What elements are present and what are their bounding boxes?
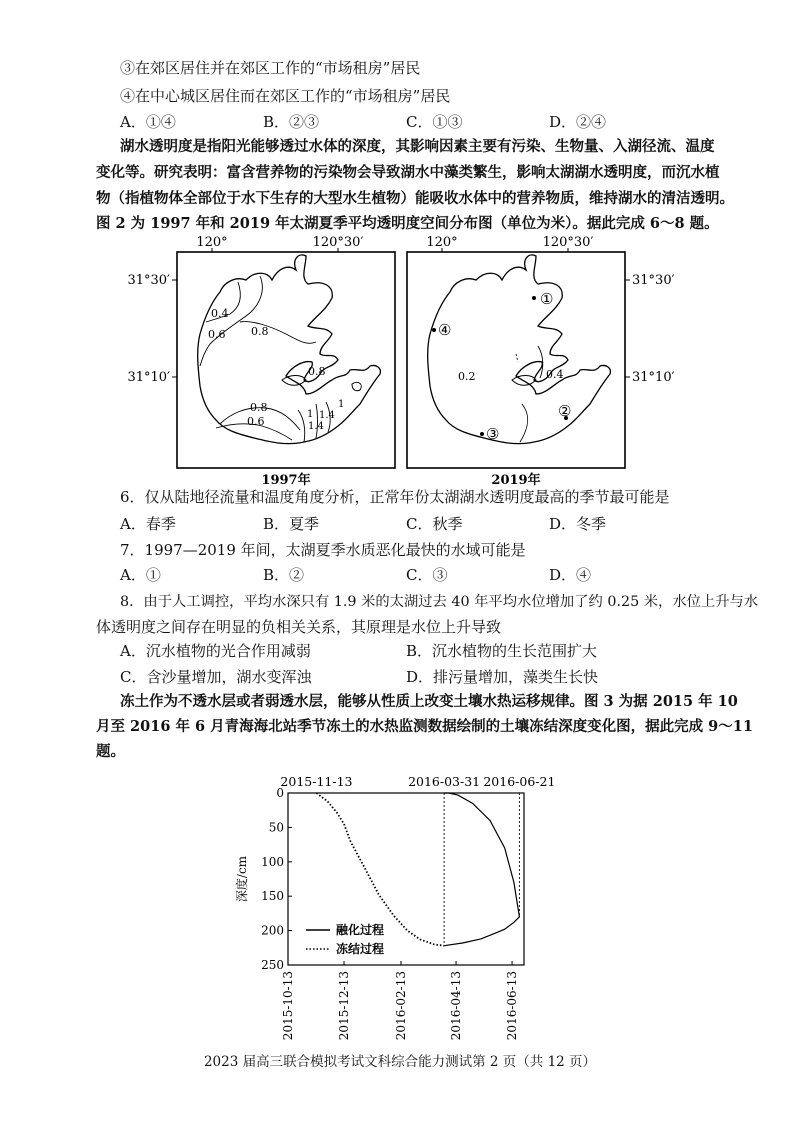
x-tick-label-2015-10-13: 2015-10-13 <box>281 971 295 1041</box>
q7-option-a: A．① <box>120 566 161 584</box>
q6-option-a: A．春季 <box>120 515 176 533</box>
top-label-2015-11-13: 2015-11-13 <box>280 774 353 789</box>
map-1997-lat1: 31°30′ <box>127 273 170 288</box>
top-label-2016-06-21: 2016-06-21 <box>483 774 556 789</box>
map-2019-lat2: 31°10′ <box>632 370 675 385</box>
label-1997-0.8c: 0.8 <box>250 401 268 414</box>
y-tick-label-50: 50 <box>268 820 284 835</box>
y-tick-label-200: 200 <box>261 923 284 938</box>
label-2019-0.4: 0.4 <box>546 368 564 381</box>
map-1997-frame <box>177 252 395 468</box>
marker-1: ① <box>540 290 554 308</box>
legend-freeze-label: 冻结过程 <box>336 942 385 956</box>
map-1997-lat2: 31°10′ <box>127 370 170 385</box>
q8-option-c: C．含沙量增加，湖水变浑浊 <box>120 668 312 686</box>
q5-item-4: ④在中心城区居住而在郊区工作的“市场租房”居民 <box>120 87 451 105</box>
label-1997-0.6b: 0.6 <box>247 415 265 428</box>
map-2019-frame <box>407 252 625 468</box>
q7-stem: 7．1997—2019 年间，太湖夏季水质恶化最快的水域可能是 <box>120 541 526 559</box>
q7-option-b: B．② <box>263 566 305 584</box>
map-1997 <box>127 235 395 488</box>
map-1997-lon1: 120° <box>196 235 228 250</box>
map-1997-lon2: 120°30′ <box>312 235 364 250</box>
top-label-2016-03-31: 2016-03-31 <box>408 774 481 789</box>
figure2-maps <box>120 234 680 490</box>
lake-outline-2019 <box>428 255 611 444</box>
q5-option-c: C．①③ <box>406 113 463 131</box>
top-date-labels <box>280 774 555 789</box>
map-2019 <box>407 235 675 488</box>
x-axis <box>281 961 519 1040</box>
q5-option-a: A．①④ <box>120 113 176 131</box>
q8-option-b: B．沉水植物的生长范围扩大 <box>406 642 598 660</box>
label-1997-1.4a: 1.4 <box>319 410 335 421</box>
passage1-line1: 湖水透明度是指阳光能够透过水体的深度，其影响因素主要有污染、生物量、入湖径流、温度 <box>120 138 715 155</box>
marker-3: ③ <box>486 425 500 443</box>
label-2019-0.2: 0.2 <box>458 370 476 383</box>
x-tick-label-2016-06-13: 2016-06-13 <box>505 971 520 1041</box>
q6-option-b: B．夏季 <box>263 515 320 533</box>
map-2019-caption: 2019年 <box>491 473 541 488</box>
q5-item-3: ③在郊区居住并在郊区工作的“市场租房”居民 <box>120 59 421 77</box>
q6-option-d: D．冬季 <box>549 515 607 533</box>
q8-option-d: D．排污量增加，藻类生长快 <box>406 668 599 686</box>
y-tick-label-250: 250 <box>261 958 284 972</box>
map-2019-lon1: 120° <box>426 235 458 250</box>
label-1997-0.4: 0.4 <box>211 307 229 320</box>
lake-outline-1997 <box>198 255 381 444</box>
y-axis <box>261 786 292 972</box>
label-1997-0.8a: 0.8 <box>251 325 269 338</box>
map-2019-lat1: 31°30′ <box>632 273 675 288</box>
passage1-line4: 图 2 为 1997 年和 2019 年太湖夏季平均透明度空间分布图（单位为米）。据此完成 6～8 题。 <box>96 215 719 232</box>
q5-option-d: D．②④ <box>549 113 607 131</box>
q5-option-b: B．②③ <box>263 113 320 131</box>
y-tick-label-0: 0 <box>276 786 284 800</box>
y-tick-label-100: 100 <box>261 854 284 869</box>
q8-stem-line1: 8．由于人工调控，平均水深只有 1.9 米的太湖过去 40 年平均水位增加了约 0.25 米，水位上升与水 <box>120 594 759 610</box>
x-tick-label-2016-02-13: 2016-02-13 <box>393 971 408 1041</box>
label-1997-0.8b: 0.8 <box>308 365 326 378</box>
label-1997-1a: 1 <box>307 409 314 420</box>
passage1-line3: 物（指植物体全部位于水下生存的大型水生植物）能吸收水体中的营养物质，维持湖水的清洁透明。 <box>96 190 734 207</box>
figure3-chart <box>230 765 560 1045</box>
passage1-line2: 变化等。研究表明：富含营养物的污染物会导致湖水中藻类繁生，影响太湖湖水透明度，而沉水植 <box>96 164 720 181</box>
marker-4: ④ <box>438 321 452 339</box>
map-2019-lon2: 120°30′ <box>542 235 594 250</box>
passage2-line1: 冻土作为不透水层或者弱透水层，能够从性质上改变土壤水热运移规律。图 3 为据 2015 年 10 <box>120 693 738 710</box>
q7-option-c: C．③ <box>406 566 448 584</box>
q8-stem-line2: 体透明度之间存在明显的负相关关系，其原理是水位上升导致 <box>96 618 502 636</box>
q6-option-c: C．秋季 <box>406 515 463 533</box>
y-tick-label-150: 150 <box>261 889 284 904</box>
series-1 <box>444 793 519 946</box>
page-footer: 2023 届高三联合模拟考试文科综合能力测试第 2 页（共 12 页） <box>203 1054 597 1070</box>
y-axis-label: 深度/cm <box>235 855 249 903</box>
legend <box>306 922 384 956</box>
passage2-line2: 月至 2016 年 6 月青海海北站季节冻土的水热监测数据绘制的土壤冻结深度变化图，据此完成 9～11 <box>96 718 753 735</box>
label-1997-0.6: 0.6 <box>208 328 226 341</box>
q6-stem: 6．仅从陆地径流量和温度角度分析，正常年份太湖湖水透明度最高的季节最可能是 <box>120 488 670 506</box>
x-tick-label-2015-12-13: 2015-12-13 <box>337 971 352 1041</box>
x-tick-label-2016-04-13: 2016-04-13 <box>449 971 464 1041</box>
q7-option-d: D．④ <box>549 566 592 584</box>
map-1997-caption: 1997年 <box>261 473 311 488</box>
legend-melt-label: 融化过程 <box>336 923 385 937</box>
label-1997-1b: 1 <box>338 399 345 410</box>
marker-2: ② <box>558 402 572 420</box>
passage2-line3: 题。 <box>96 743 125 760</box>
q8-option-a: A．沉水植物的光合作用减弱 <box>120 642 311 660</box>
label-1997-1.4b: 1.4 <box>308 421 324 432</box>
